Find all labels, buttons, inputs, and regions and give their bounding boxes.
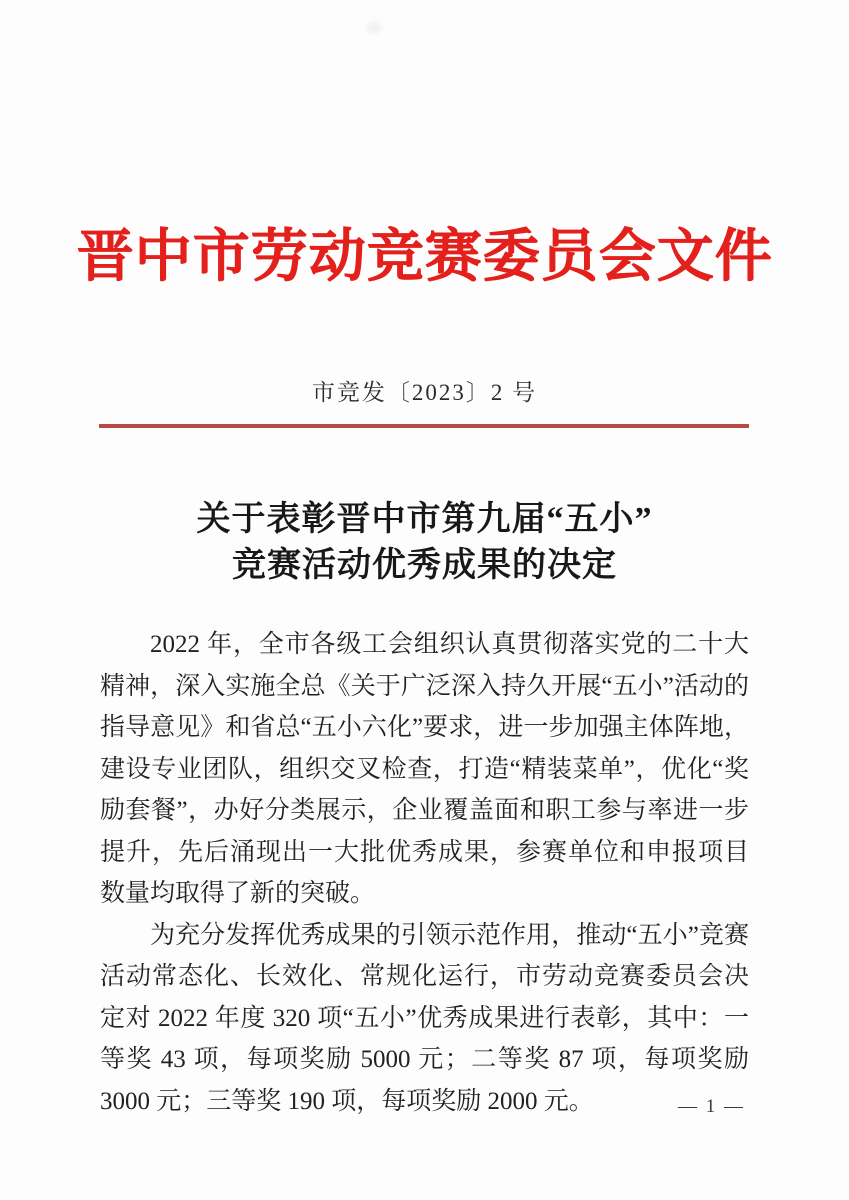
body-paragraph-2: 为充分发挥优秀成果的引领示范作用，推动“五小”竞赛活动常态化、长效化、常规化运行，市劳动竞赛委员会决定对 2022 年度 320 项“五小”优秀成果进行表彰，其中：一等奖 43 项，每项奖励 5000 元；二等奖 87 项，每项奖励 3000 元；三等奖 190 项，每项奖励 2000 元。 — [100, 921, 749, 1115]
document-number: 市竞发〔2023〕2 号 — [311, 380, 538, 405]
document-title-line1: 关于表彰晋中市第九届“五小” — [196, 501, 653, 538]
document-header-title: 晋中市劳动竞赛委员会文件 — [76, 225, 773, 288]
document-title-line2: 竞赛活动优秀成果的决定 — [232, 547, 617, 584]
page-number: — 1 — — [678, 1096, 745, 1117]
document-body — [100, 624, 749, 1122]
scan-smudge — [366, 22, 382, 33]
body-paragraph-1: 2022 年，全市各级工会组织认真贯彻落实党的二十大精神，深入实施全总《关于广泛深入持久开展“五小”活动的指导意见》和省总“五小六化”要求，进一步加强主体阵地，建设专业团队，组织交叉检查，打造“精装菜单”，优化“奖励套餐”，办好分类展示，企业覆盖面和职工参与率进一步提升，先后涌现出一大批优秀成果，参赛单位和申报项目数量均取得了新的突破。 — [100, 631, 749, 907]
red-separator-line — [99, 424, 749, 428]
document-title — [0, 497, 849, 589]
